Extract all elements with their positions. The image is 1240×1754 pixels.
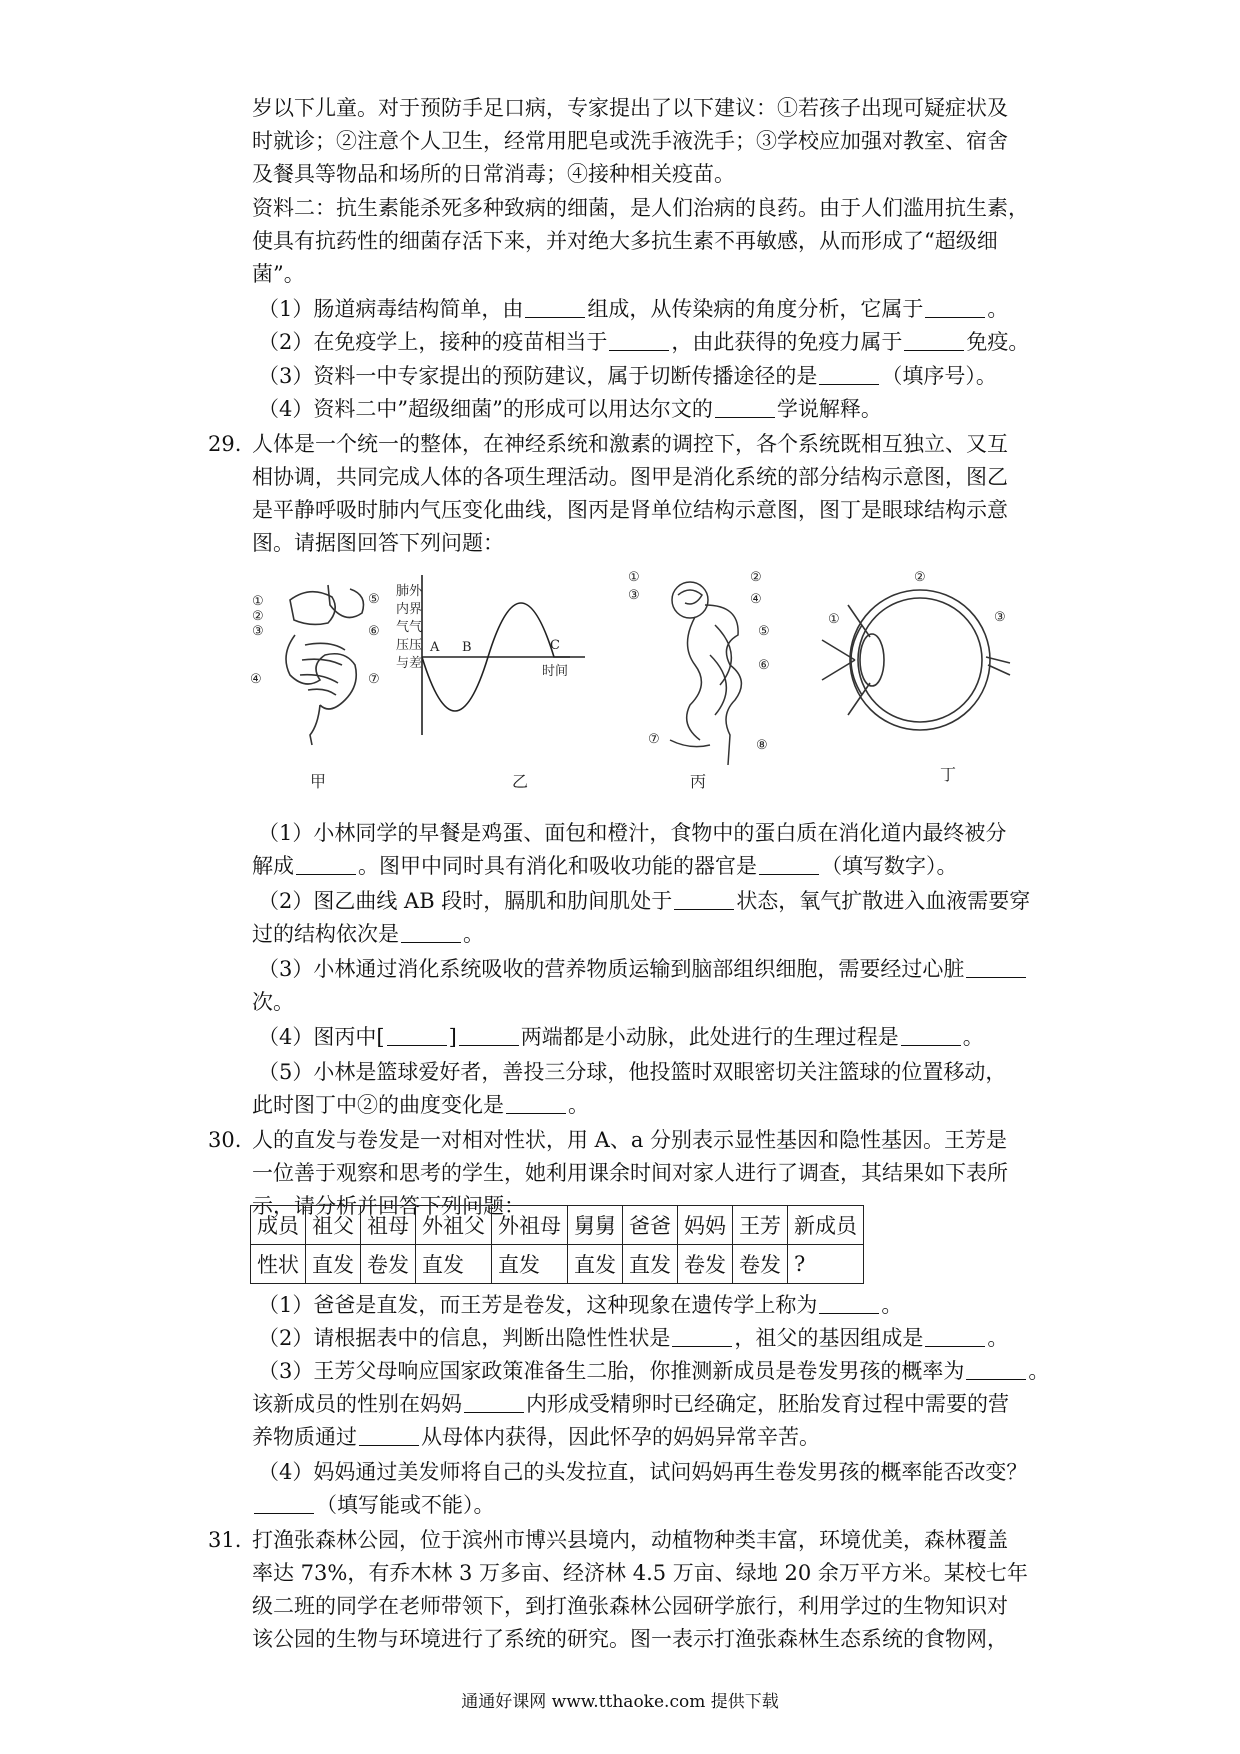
jia-marker: ① [252, 594, 264, 609]
figure-yi-pressure-curve [422, 575, 585, 735]
answer-blank [925, 1326, 985, 1347]
table-cell: 舅舅 [568, 1206, 623, 1245]
jia-marker: ③ [252, 624, 264, 639]
answer-blank [464, 1392, 524, 1413]
q30-sub1: （1）爸爸是直发，而王芳是卷发，这种现象在遗传学上称为 。 [258, 1293, 903, 1317]
jia-marker: ④ [250, 672, 262, 687]
q29-stem: 是平静呼吸时肺内气压变化曲线，图丙是肾单位结构示意图，图丁是眼球结构示意 [252, 498, 1008, 522]
answer-blank [819, 364, 879, 385]
bing-marker: ⑧ [756, 738, 768, 753]
figure-label-bing: 丙 [690, 772, 707, 791]
q29-sub5: （5）小林是篮球爱好者，善投三分球，他投篮时双眼密切关注篮球的位置移动， [258, 1060, 1007, 1084]
table-cell: 成员 [251, 1206, 306, 1245]
ding-marker: ① [828, 612, 840, 627]
intro-line: 岁以下儿童。对于预防手足口病，专家提出了以下建议：①若孩子出现可疑症状及 [252, 96, 1008, 120]
bing-marker: ⑤ [758, 624, 770, 639]
table-cell: 爸爸 [623, 1206, 678, 1245]
bing-marker: ⑥ [758, 658, 770, 673]
answer-blank [904, 330, 964, 351]
table-cell: 祖母 [361, 1206, 416, 1245]
intro-line: 菌”。 [252, 262, 305, 286]
table-cell: ? [788, 1245, 864, 1284]
figure-jia-digestive-system [286, 585, 364, 745]
q29-stem: 相协调，共同完成人体的各项生理活动。图甲是消化系统的部分结构示意图，图乙 [252, 465, 1008, 489]
q29-sub1-cont: 解成 。图甲中同时具有消化和吸收功能的器官是 （填写数字）。 [252, 854, 958, 878]
table-cell: 外祖父 [416, 1206, 492, 1245]
table-row [251, 1206, 864, 1245]
q30-stem: 人的直发与卷发是一对相对性状，用 A、a 分别表示显性基因和隐性基因。王芳是 [252, 1128, 1008, 1152]
answer-blank [759, 854, 819, 875]
q30-sub3-cont: 该新成员的性别在妈妈 内形成受精卵时已经确定，胚胎发育过程中需要的营 [252, 1392, 1009, 1416]
table-cell: 直发 [416, 1245, 492, 1284]
answer-blank [387, 1025, 447, 1046]
answer-blank [459, 1025, 519, 1046]
q30-stem: 一位善于观察和思考的学生，她利用课余时间对家人进行了调查，其结果如下表所 [252, 1161, 1008, 1185]
q29-sub1: （1）小林同学的早餐是鸡蛋、面包和橙汁，食物中的蛋白质在消化道内最终被分 [258, 821, 1007, 845]
q30-sub2: （2）请根据表中的信息，判断出隐性性状是 ，祖父的基因组成是 。 [258, 1326, 1009, 1350]
figure-bing-nephron [670, 582, 741, 765]
answer-blank [296, 854, 356, 875]
jia-marker: ⑥ [368, 624, 380, 639]
q31-stem: 率达 73%，有乔木林 3 万多亩、经济林 4.5 万亩、绿地 20 余万平方米。某校七年 [252, 1561, 1028, 1585]
table-row [251, 1245, 864, 1284]
answer-blank [966, 957, 1026, 978]
yi-ylabel: 气气 [396, 620, 423, 635]
q30-stem: 示，请分析并回答下列问题： [252, 1194, 525, 1218]
question-number: 31. [208, 1528, 242, 1552]
yi-xlabel: 时间 [542, 664, 569, 679]
table-cell: 卷发 [733, 1245, 788, 1284]
answer-blank [925, 297, 985, 318]
answer-blank [609, 330, 669, 351]
q30-sub3: （3）王芳父母响应国家政策准备生二胎，你推测新成员是卷发男孩的概率为 。 [258, 1359, 1050, 1383]
q29-figure [250, 565, 1040, 810]
q30-sub3-cont: 养物质通过 从母体内获得，因此怀孕的妈妈异常辛苦。 [252, 1425, 820, 1449]
answer-blank [966, 1359, 1026, 1380]
q28-sub2: （2）在免疫学上，接种的疫苗相当于 ，由此获得的免疫力属于 免疫。 [258, 330, 1030, 354]
q28-sub4: （4）资料二中”超级细菌”的形成可以用达尔文的 学说解释。 [258, 397, 882, 421]
figure-label-ding: 丁 [940, 765, 957, 784]
answer-blank [401, 922, 461, 943]
table-cell: 王芳 [733, 1206, 788, 1245]
q31-stem: 该公园的生物与环境进行了系统的研究。图一表示打渔张森林生态系统的食物网， [252, 1627, 1008, 1651]
q29-sub5-cont: 此时图丁中②的曲度变化是 。 [252, 1093, 589, 1117]
table-cell: 直发 [568, 1245, 623, 1284]
q28-sub3: （3）资料一中专家提出的预防建议，属于切断传播途径的是 （填序号）。 [258, 364, 997, 388]
yi-point-c: C [550, 638, 560, 653]
q29-sub2: （2）图乙曲线 AB 段时，膈肌和肋间肌处于 状态，氧气扩散进入血液需要穿 [258, 889, 1031, 913]
figure-label-jia: 甲 [310, 772, 327, 791]
table-cell: 性状 [251, 1245, 306, 1284]
trait-survey-table [250, 1205, 864, 1284]
intro-line: 及餐具等物品和场所的日常消毒；④接种相关疫苗。 [252, 162, 735, 186]
q30-sub4: （4）妈妈通过美发师将自己的头发拉直，试问妈妈再生卷发男孩的概率能否改变？ [258, 1460, 1028, 1484]
q29-sub4: （4）图丙中[ ] 两端都是小动脉，此处进行的生理过程是 。 [258, 1025, 984, 1049]
page-footer: 通通好课网 www.tthaoke.com 提供下载 [461, 1692, 779, 1712]
answer-blank [674, 889, 734, 910]
intro-line: 时就诊；②注意个人卫生，经常用肥皂或洗手液洗手；③学校应加强对教室、宿舍 [252, 129, 1008, 153]
answer-blank [819, 1293, 879, 1314]
q29-sub2-cont: 过的结构依次是 。 [252, 922, 484, 946]
table-cell: 直发 [623, 1245, 678, 1284]
intro-line: 使具有抗药性的细菌存活下来，并对绝大多抗生素不再敏感，从而形成了“超级细 [252, 229, 998, 253]
table-cell: 祖父 [306, 1206, 361, 1245]
bing-marker: ① [628, 570, 640, 585]
question-number: 30. [208, 1128, 242, 1152]
yi-point-a: A [430, 640, 440, 655]
table-cell: 卷发 [678, 1245, 733, 1284]
answer-blank [525, 297, 585, 318]
yi-point-b: B [462, 640, 472, 655]
answer-blank [254, 1493, 314, 1514]
table-cell: 直发 [492, 1245, 568, 1284]
yi-ylabel: 与差 [396, 656, 423, 671]
yi-ylabel: 压压 [396, 638, 423, 653]
answer-blank [359, 1425, 419, 1446]
bing-marker: ④ [750, 592, 762, 607]
figure-label-yi: 乙 [512, 772, 529, 791]
q29-stem: 图。请据图回答下列问题： [252, 531, 504, 555]
table-cell: 外祖母 [492, 1206, 568, 1245]
q28-sub1: （1）肠道病毒结构简单，由 组成，从传染病的角度分析，它属于 。 [258, 297, 1009, 321]
q29-sub3-cont: 次。 [252, 990, 294, 1014]
q29-stem: 人体是一个统一的整体，在神经系统和激素的调控下，各个系统既相互独立、又互 [252, 432, 1008, 456]
ding-marker: ③ [994, 610, 1006, 625]
yi-ylabel: 肺外 [396, 584, 423, 599]
answer-blank [715, 397, 775, 418]
bing-marker: ③ [628, 588, 640, 603]
q31-stem: 打渔张森林公园，位于滨州市博兴县境内，动植物种类丰富，环境优美，森林覆盖 [252, 1528, 1008, 1552]
table-cell: 新成员 [788, 1206, 864, 1245]
jia-marker: ② [252, 609, 264, 624]
answer-blank [901, 1025, 961, 1046]
figure-ding-eyeball [822, 590, 1010, 730]
q29-sub3: （3）小林通过消化系统吸收的营养物质运输到脑部组织细胞，需要经过心脏 [258, 954, 1028, 984]
bing-marker: ⑦ [648, 732, 660, 747]
intro-line: 资料二：抗生素能杀死多种致病的细菌，是人们治病的良药。由于人们滥用抗生素， [252, 196, 1029, 220]
jia-marker: ⑤ [368, 592, 380, 607]
jia-marker: ⑦ [368, 672, 380, 687]
answer-blank [506, 1093, 566, 1114]
q30-sub4-cont: （填写能或不能）。 [252, 1490, 495, 1520]
ding-marker: ② [914, 570, 926, 585]
q31-stem: 级二班的同学在老师带领下，到打渔张森林公园研学旅行，利用学过的生物知识对 [252, 1594, 1008, 1618]
table-cell: 妈妈 [678, 1206, 733, 1245]
question-number: 29. [208, 432, 242, 456]
answer-blank [672, 1326, 732, 1347]
bing-marker: ② [750, 570, 762, 585]
yi-ylabel: 内界 [396, 602, 423, 617]
table-cell: 直发 [306, 1245, 361, 1284]
table-cell: 卷发 [361, 1245, 416, 1284]
